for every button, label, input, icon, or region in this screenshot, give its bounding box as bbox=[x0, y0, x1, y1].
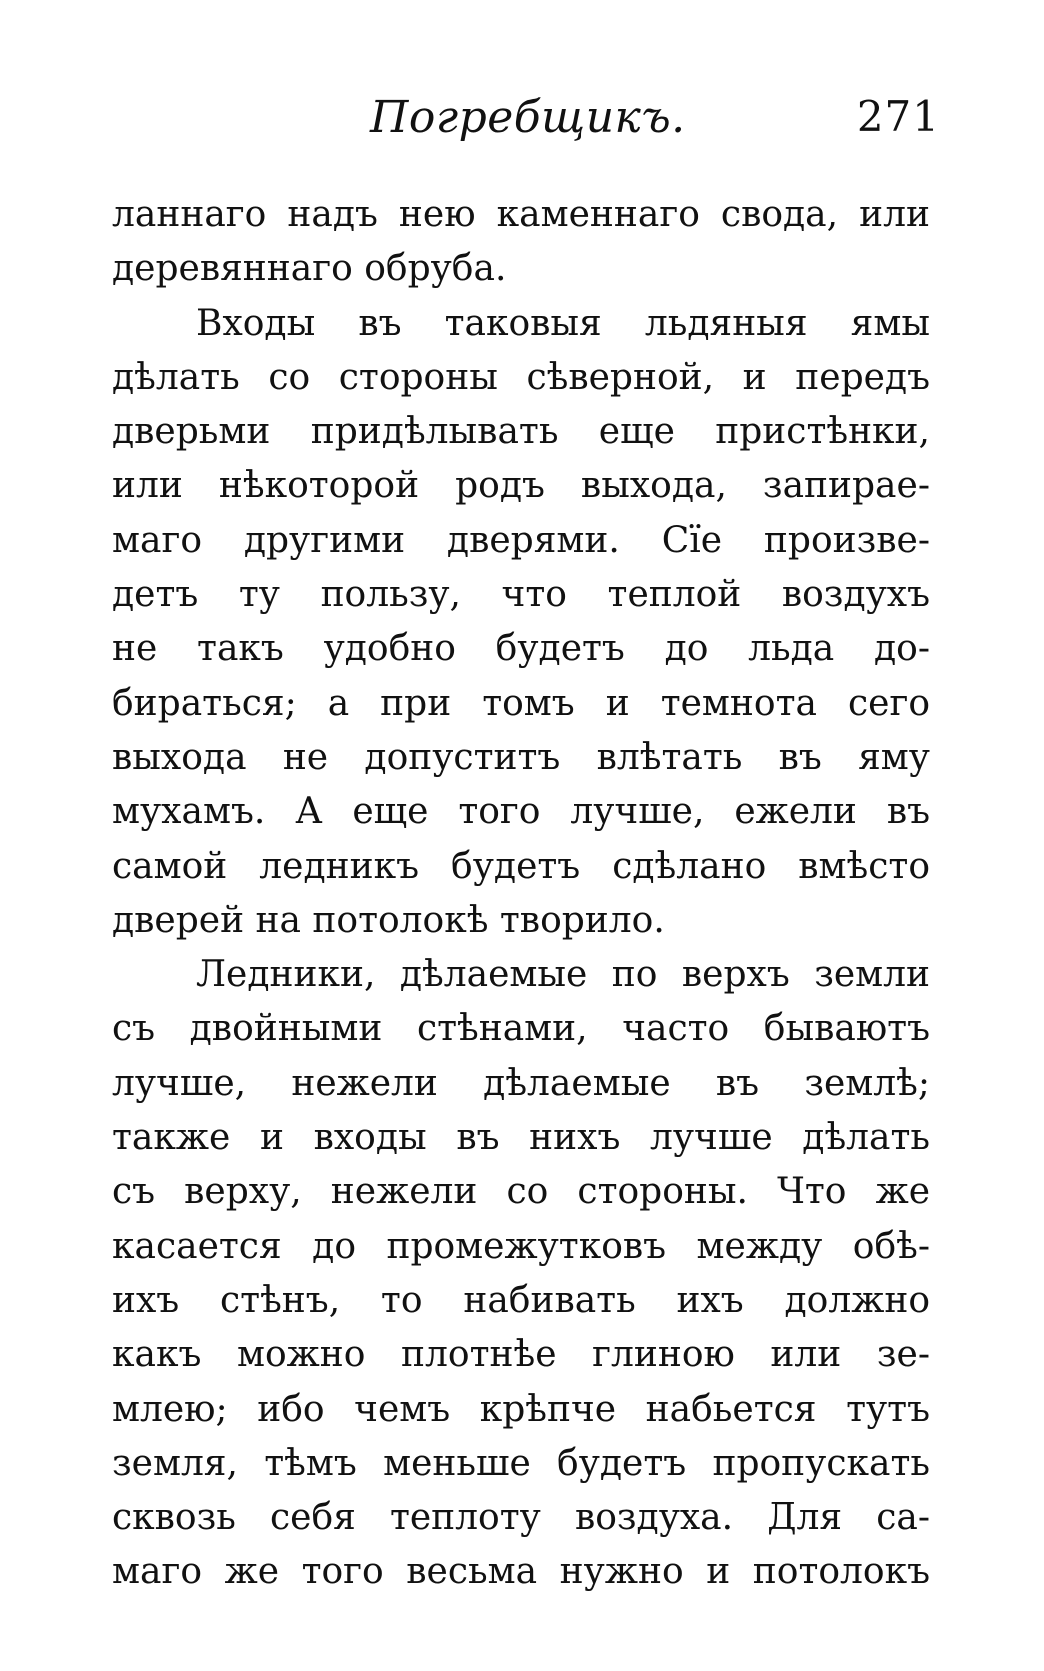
text-line: дверьми придѣлывать еще пристѣнки, bbox=[112, 411, 930, 453]
text-line: ихъ стѣнъ, то набивать ихъ должно bbox=[112, 1279, 930, 1321]
text-line: земля, тѣмъ меньше будетъ пропускать bbox=[112, 1442, 930, 1484]
text-line: выхода не допуститъ влѣтать въ яму bbox=[112, 736, 930, 778]
text-line: лучше, нежели дѣлаемые въ землѣ; bbox=[112, 1062, 930, 1104]
text-line: касается до промежутковъ между обѣ- bbox=[112, 1225, 930, 1267]
text-line: деревяннаго обруба. bbox=[112, 248, 507, 290]
text-line: ланнаго надъ нею каменнаго свода, или bbox=[112, 194, 930, 235]
text-line: дѣлать со стороны сѣверной, и передъ bbox=[112, 356, 930, 398]
text-line: Входы въ таковыя льдяныя ямы bbox=[196, 302, 930, 344]
text-line: маго другими дверями. Сїе произве- bbox=[112, 519, 930, 561]
page-number: 271 bbox=[856, 92, 940, 141]
text-line: Ледники, дѣлаемые по верхъ земли bbox=[196, 954, 930, 996]
text-line: сквозь себя теплоту воздуха. Для са- bbox=[112, 1497, 930, 1539]
text-line: не такъ удобно будетъ до льда до- bbox=[112, 628, 930, 670]
text-line: какъ можно плотнѣе глиною или зе- bbox=[112, 1334, 930, 1376]
text-line: детъ ту пользу, что теплой воздухъ bbox=[112, 574, 930, 616]
body-text bbox=[112, 188, 930, 1600]
text-line: съ двойными стѣнами, часто бываютъ bbox=[112, 1008, 930, 1050]
text-line: или нѣкоторой родъ выхода, запирае- bbox=[112, 465, 930, 507]
text-line: съ верху, нежели со стороны. Что же bbox=[112, 1171, 930, 1213]
text-line: также и входы въ нихъ лучше дѣлать bbox=[112, 1117, 930, 1159]
text-line: дверей на потолокѣ творило. bbox=[112, 899, 665, 941]
text-line: самой ледникъ будетъ сдѣлано вмѣсто bbox=[112, 845, 930, 887]
text-line: бираться; а при томъ и темнота сего bbox=[112, 682, 930, 724]
running-title: Погребщикъ. bbox=[370, 92, 686, 143]
text-line: маго же того весьма нужно и потолокъ bbox=[112, 1551, 930, 1593]
running-head bbox=[110, 92, 940, 152]
text-line: мухамъ. А еще того лучше, ежели въ bbox=[112, 791, 930, 833]
text-line: млею; ибо чемъ крѣпче набьется тутъ bbox=[112, 1388, 930, 1430]
